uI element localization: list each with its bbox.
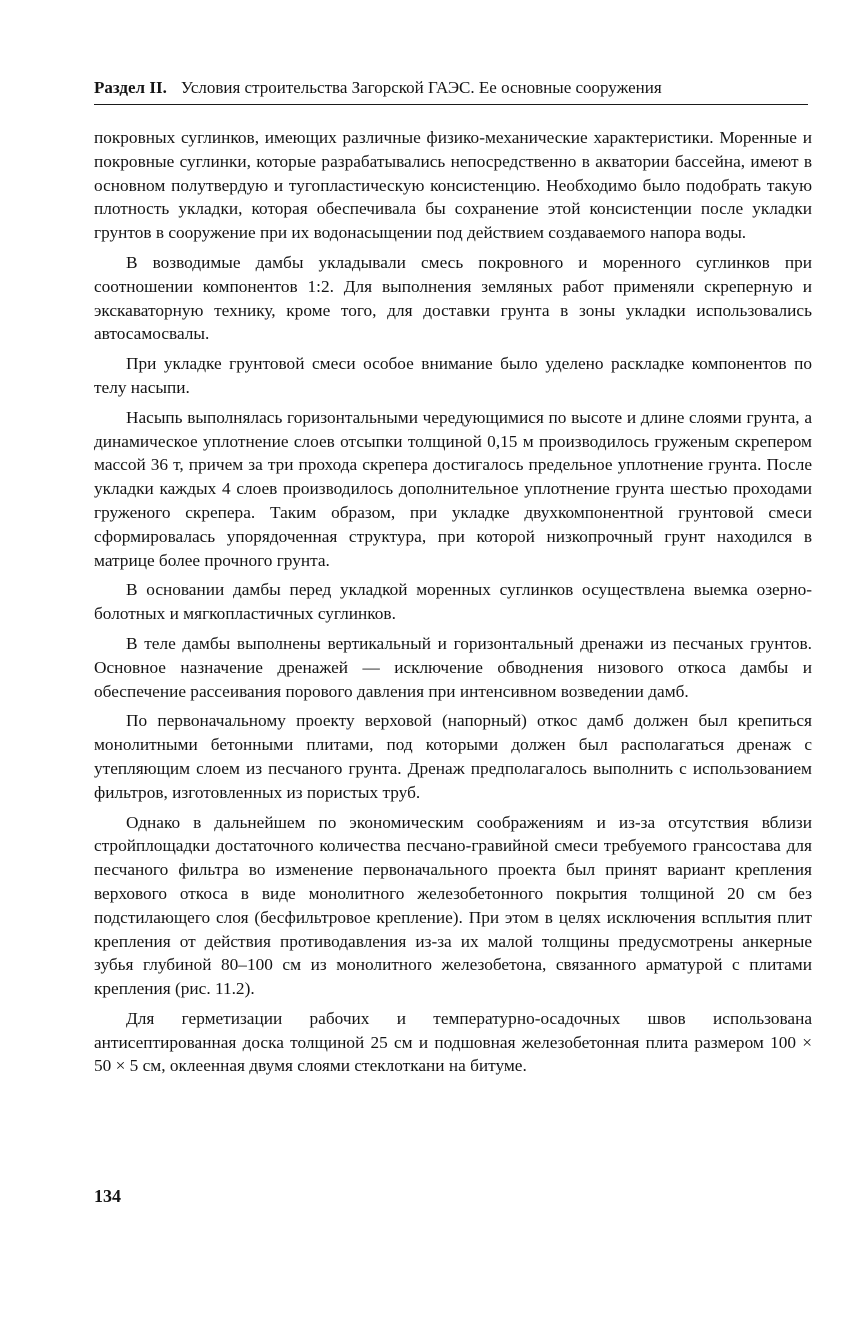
main-text	[94, 126, 812, 1084]
paragraph-original-design: По первоначальному проекту верховой (напорный) откос дамб должен был крепиться монолитными бетонными плитами, под которыми должен был располагаться дренаж с утепляющим слоем из песчаного грунта. Дренаж предполагалось выполнить с использованием фильтров, изготовленных из пористых труб.	[94, 711, 812, 802]
page-number: 134	[94, 1186, 121, 1206]
paragraph-component-layout: При укладке грунтовой смеси особое внимание было уделено раскладке компонентов по телу насыпи.	[94, 354, 812, 397]
paragraph-embankment-compaction: Насыпь выполнялась горизонтальными чередующимися по высоте и длине слоями грунта, а динамическое уплотнение слоев отсыпки толщиной 0,15 м производилось груженым скрепером массой 36 т, причем за три прохода скрепера достигалось предельное уплотнение грунта. После укладки каждых 4 слоев производилось дополнительное уплотнение грунта шестью проходами груженого скрепера. Таким образом, при укладке двухкомпонентной грунтовой смеси сформировалась упорядоченная структура, при которой низкопрочный грунт находился в матрице более прочного грунта.	[94, 407, 812, 570]
paragraph-revised-design: Однако в дальнейшем по экономическим соображениям и из-за отсутствия вблизи стройплощадки достаточного количества песчано-гравийной смеси требуемого грансостава для песчаного фильтра во изменение первоначального проекта был принят вариант крепления верхового откоса в виде монолитного железобетонного покрытия толщиной 20 см без подстилающего слоя (бесфильтровое крепление). При этом в целях исключения всплытия плит крепления от действия противодавления из-за их малой толщины предусмотрены анкерные зубья глубиной 80–100 см из монолитного железобетона, связанного арматурой с плитами крепления (рис. 11.2).	[94, 812, 812, 999]
section-title: Условия строительства Загорской ГАЭС. Ее основные сооружения	[180, 78, 662, 97]
running-header	[94, 76, 808, 105]
paragraph-dam-mixture: В возводимые дамбы укладывали смесь покровного и моренного суглинков при соотношении компонентов 1:2. Для выполнения земляных работ применяли скреперную и экскаваторную технику, кроме того, для доставки грунта в зоны укладки использовались автосамосвалы.	[94, 252, 812, 344]
paragraph-drainage: В теле дамбы выполнены вертикальный и горизонтальный дренажи из песчаных грунтов. Основное назначение дренажей — исключение обводнения низового откоса дамбы и обеспечение рассеивания порового давления при интенсивном возведении дамб.	[94, 633, 812, 701]
section-label: Раздел II.	[94, 78, 167, 97]
paragraph-dam-base: В основании дамбы перед укладкой моренных суглинков осуществлена выемка озерно-болотных и мягкопластичных суглинков.	[94, 580, 812, 624]
paragraph-continued: покровных суглинков, имеющих различные физико-механические характеристики. Моренные и покровные суглинки, которые разрабатывались непосредственно в акватории бассейна, имеют в основном полутвердую и тугопластическую консистенцию. Необходимо было подобрать такую плотность укладки, которая обеспечивала бы сохранение этой консистенции после укладки грунтов в сооружение при их водонасыщении под действием создаваемого напора воды.	[94, 128, 812, 243]
paragraph-joint-sealing: Для герметизации рабочих и температурно-осадочных швов использована антисептированная доска толщиной 25 см и подшовная железобетонная плита размером 100 × 50 × 5 см, оклеенная двумя слоями стеклоткани на битуме.	[94, 1008, 812, 1076]
